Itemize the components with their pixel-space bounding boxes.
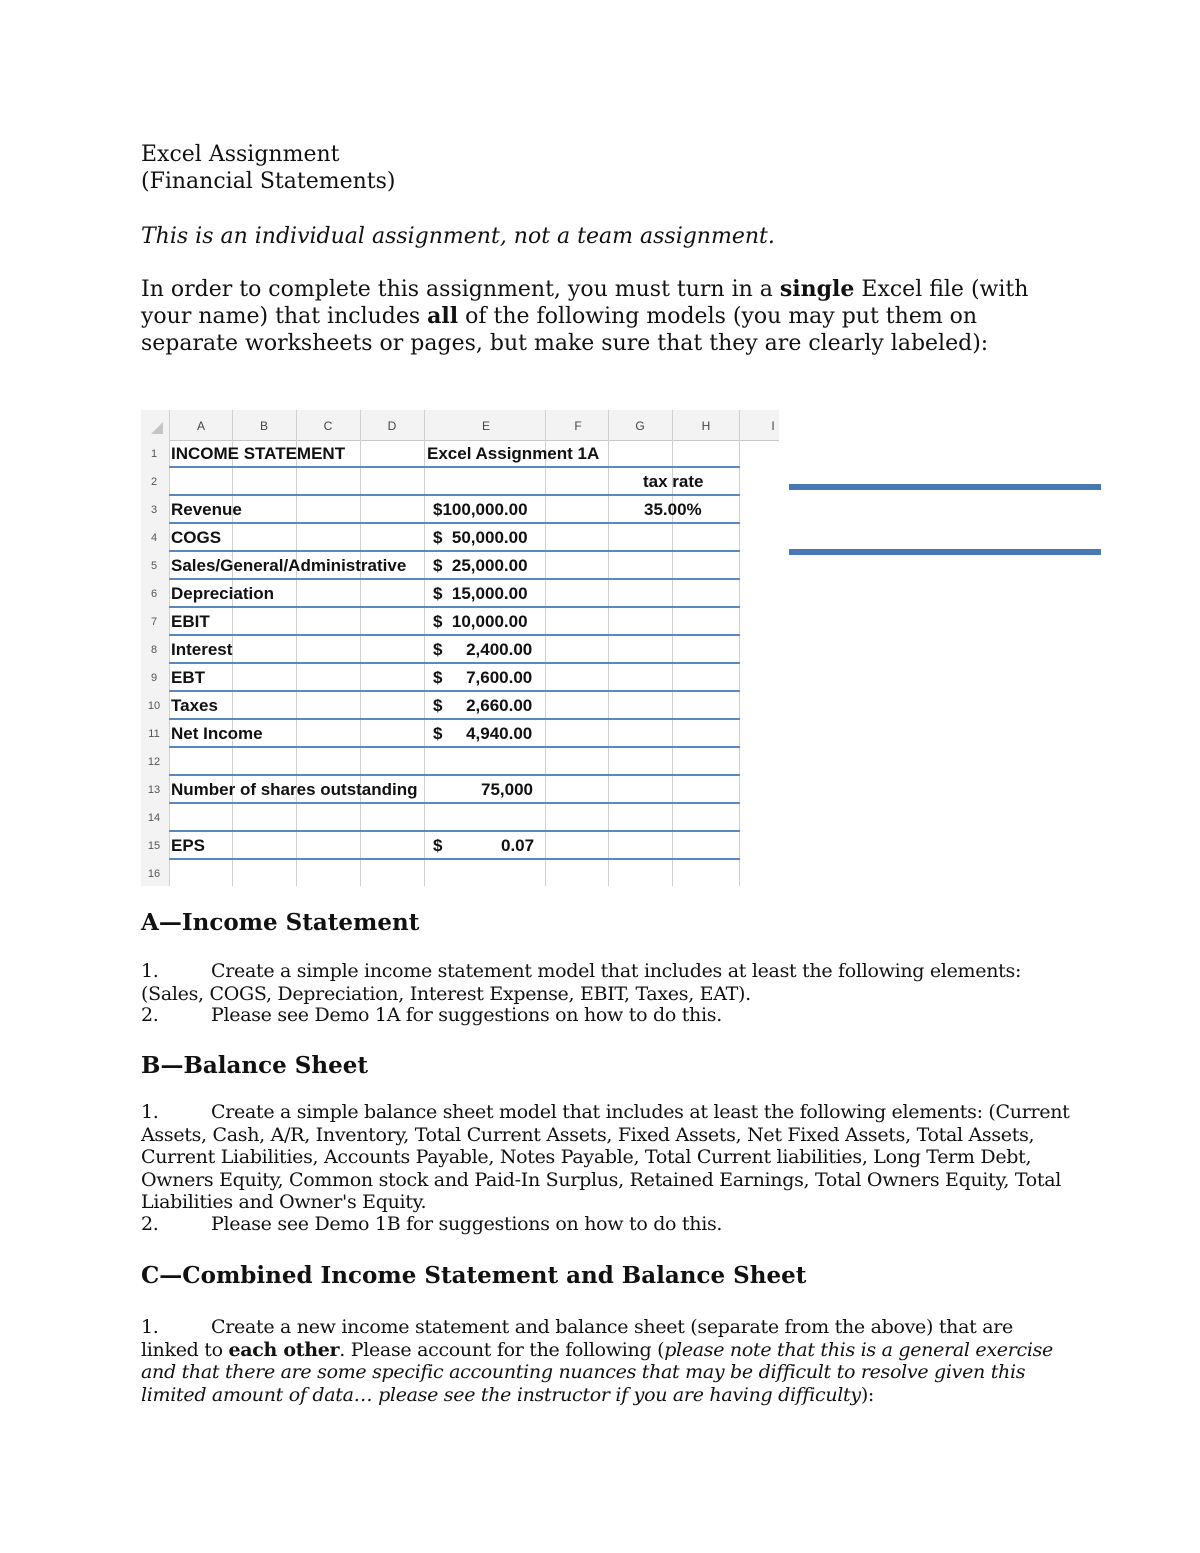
value-cell: $ 2,660.00 xyxy=(433,696,533,715)
row-label: EPS xyxy=(171,836,206,855)
blue-rule-top xyxy=(789,484,1101,490)
single-emphasis: single xyxy=(779,276,855,302)
row-label: INCOME STATEMENT xyxy=(171,444,346,463)
sheet-row: 13 Number of shares outstanding 75,000 xyxy=(141,776,779,804)
col-header-g: G xyxy=(635,419,645,433)
col-header-d: D xyxy=(387,419,397,433)
value-cell: $ 7,600.00 xyxy=(433,668,533,687)
sheet-row: 14 xyxy=(141,804,779,832)
row-label: Taxes xyxy=(171,696,218,715)
section-a-heading: A—Income Statement xyxy=(141,909,420,936)
value-cell: $ 10,000.00 xyxy=(433,612,528,631)
sheet-row: 3 Revenue $100,000.00 35.00% xyxy=(141,496,779,524)
section-c-heading: C—Combined Income Statement and Balance Sheet xyxy=(141,1262,807,1289)
section-b-heading: B—Balance Sheet xyxy=(141,1052,369,1079)
column-header-bar xyxy=(141,410,779,441)
section-a-item-1: 1. Create a simple income statement model that includes at least the following elements: (Sales, COGS, Depreciation, Interest Expense, EBIT, Taxes, EAT). xyxy=(141,960,1022,1005)
sheet-row: 1 INCOME STATEMENT Excel Assignment 1A xyxy=(141,440,779,468)
sheet-row: 15 EPS $ 0.07 xyxy=(141,832,779,860)
sheet-row: 12 xyxy=(141,748,779,776)
sheet-row: 2 tax rate xyxy=(141,468,779,496)
eps-currency: $ xyxy=(433,836,443,855)
assignment-note: This is an individual assignment, not a team assignment. xyxy=(141,224,775,249)
sheet-title-cell: Excel Assignment 1A xyxy=(427,444,600,463)
sheet-row: 6 Depreciation $ 15,000.00 xyxy=(141,580,779,608)
instructor-note: please note that this is a general exercise and that there are some specific accounting nuances that may be difficult to resolve given this limited amount of data… please see the instructor if you are having difficulty xyxy=(141,1338,1053,1406)
sheet-row: 16 xyxy=(147,868,161,880)
sheet-row: 9 EBT $ 7,600.00 xyxy=(141,664,779,692)
col-header-f: F xyxy=(574,419,582,433)
row-label: EBT xyxy=(171,668,205,687)
page-subtitle: (Financial Statements) xyxy=(141,169,396,194)
col-header-i: I xyxy=(771,419,775,433)
row-label: Net Income xyxy=(171,724,263,743)
blue-rule-bottom xyxy=(789,549,1101,555)
spreadsheet-image xyxy=(141,410,779,886)
col-header-a: A xyxy=(196,419,205,433)
page-title: Excel Assignment xyxy=(141,142,340,167)
col-header-c: C xyxy=(323,419,333,433)
row-label: Interest xyxy=(171,640,233,659)
all-emphasis: all xyxy=(427,303,459,329)
intro-paragraph: In order to complete this assignment, you must turn in a single Excel file (with your name) that includes all of the following models (you may put them on separate worksheets or pages, but make sure that they are clearly labeled): xyxy=(141,276,1029,356)
col-header-b: B xyxy=(259,419,268,433)
tax-rate-label: tax rate xyxy=(643,472,704,491)
section-c-item-1: 1. Create a new income statement and balance sheet (separate from the above) that are linked to each other. Please account for the following (please note that this is a general exercise and that there are some specific accounting nuances that may be difficult to resolve given this limited amount of data… please see the instructor if you are having difficulty): xyxy=(141,1316,1053,1406)
eps-value: 0.07 xyxy=(501,836,535,855)
sheet-row: 11 Net Income $ 4,940.00 xyxy=(141,720,779,748)
row-label: Sales/General/Administrative xyxy=(171,556,407,575)
value-cell: $ 25,000.00 xyxy=(433,556,528,575)
col-header-h: H xyxy=(701,419,711,433)
shares-value: 75,000 xyxy=(481,780,533,799)
sheet-row: 4 COGS $ 50,000.00 xyxy=(141,524,779,552)
row-label: COGS xyxy=(171,528,222,547)
value-cell: $100,000.00 xyxy=(433,500,528,519)
row-label: Revenue xyxy=(171,500,242,519)
sheet-row: 8 Interest $ 2,400.00 xyxy=(141,636,779,664)
section-b-item-2: 2. Please see Demo 1B for suggestions on how to do this. xyxy=(141,1213,723,1235)
value-cell: $ 2,400.00 xyxy=(433,640,533,659)
sheet-row: 5 Sales/General/Administrative $ 25,000.00 xyxy=(141,552,779,580)
section-a-item-2: 2. Please see Demo 1A for suggestions on how to do this. xyxy=(141,1004,722,1026)
value-cell: $ 15,000.00 xyxy=(433,584,528,603)
tax-rate-value: 35.00% xyxy=(644,500,702,519)
row-label: Number of shares outstanding xyxy=(171,780,418,799)
value-cell: $ 50,000.00 xyxy=(433,528,528,547)
each-other-emphasis: each other xyxy=(228,1338,340,1361)
col-header-e: E xyxy=(481,419,490,433)
select-all-corner xyxy=(151,422,163,434)
row-label: Depreciation xyxy=(171,584,274,603)
section-b-item-1: 1. Create a simple balance sheet model that includes at least the following elements: (Current Assets, Cash, A/R, Inventory, Total Current Assets, Fixed Assets, Net Fixed Assets, Total Assets, Current Liabilities, Accounts Payable, Notes Payable, Total Current liabilities, Long Term Debt, Owners Equity, Common stock and Paid-In Surplus, Retained Earnings, Total Owners Equity, Total Liabilities and Owner's Equity. xyxy=(141,1101,1070,1213)
sheet-row: 10 Taxes $ 2,660.00 xyxy=(141,692,779,720)
sheet-row: 7 EBIT $ 10,000.00 xyxy=(141,608,779,636)
value-cell: $ 4,940.00 xyxy=(433,724,533,743)
row-label: EBIT xyxy=(171,612,210,631)
